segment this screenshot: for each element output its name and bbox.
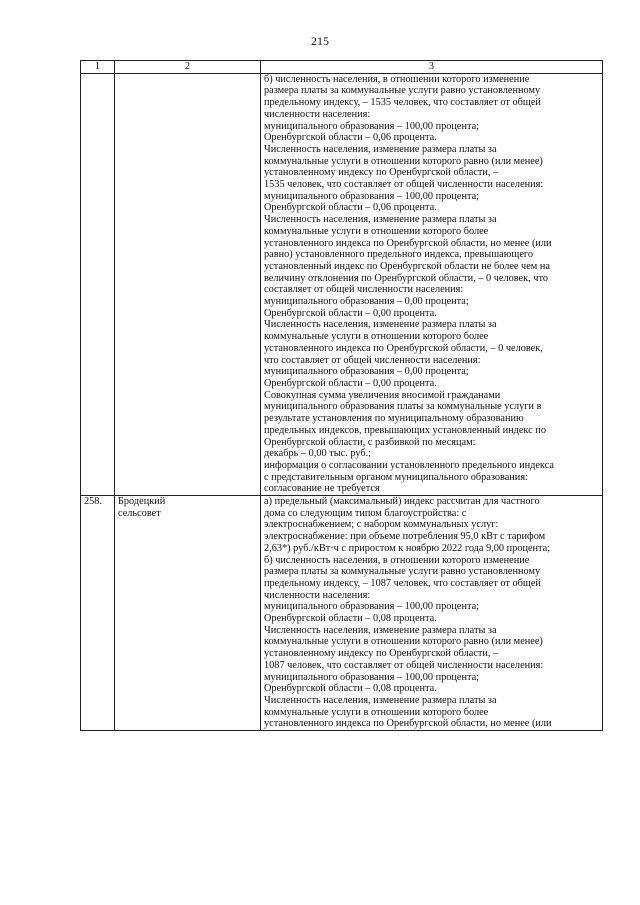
text-line: коммунальные услуги в отношении которого более <box>264 331 489 343</box>
text-line: Оренбургской области – 0,06 процента. <box>264 202 437 214</box>
text-line: с представительным органом муниципального образования: <box>264 471 528 483</box>
text-line: муниципального образования – 100,00 процента; <box>264 671 480 683</box>
text-line: дома со следующим типом благоустройства: с <box>264 507 467 519</box>
text-line: б) численность населения, в отношении которого изменение <box>264 554 530 566</box>
table-header-row <box>81 61 603 74</box>
text-line: Оренбургской области – 0,00 процента. <box>264 307 437 319</box>
text-line: Численность населения, изменение размера платы за <box>264 143 497 155</box>
text-line: 1535 человек, что составляет от общей численности населения: <box>264 179 544 191</box>
row-number-cell: 258. <box>81 496 115 731</box>
text-line: размера платы за коммунальные услуги равно установленному <box>264 566 541 578</box>
page-number: 215 <box>311 34 329 48</box>
text-line: установленного индекса по Оренбургской области, – 0 человек, <box>264 342 543 354</box>
text-line: Численность населения, изменение размера платы за <box>264 214 497 226</box>
text-line: установленному индексу по Оренбургской области, – <box>264 167 499 179</box>
text-line: муниципального образования – 100,00 процента; <box>264 120 480 132</box>
document-table <box>80 60 603 731</box>
text-line: Численность населения, изменение размера платы за <box>264 694 497 706</box>
text-line: электроснабжение: при объеме потребления 95,0 кВт с тарифом <box>264 531 546 543</box>
text-line: составляет от общей численности населения: <box>264 284 464 296</box>
municipality-name-cell: Бродецкий сельсовет <box>115 496 261 731</box>
text-line: предельному индексу, – 1087 человек, что составляет от общей <box>264 577 541 589</box>
table-row-continued <box>81 73 603 495</box>
text-line: муниципального образования – 100,00 процента; <box>264 601 480 613</box>
text-line: Оренбургской области – 0,08 процента. <box>264 683 437 695</box>
text-line: коммунальные услуги в отношении которого равно (или менее) <box>264 636 543 648</box>
column-header-2: 2 <box>115 61 261 74</box>
column-header-1: 1 <box>81 61 115 74</box>
text-line: 1087 человек, что составляет от общей численности населения: <box>264 659 544 671</box>
text-line: Оренбургской области – 0,08 процента. <box>264 613 437 625</box>
text-line: электроснабжением; с набором коммунальных услуг: <box>264 519 499 531</box>
text-line: б) численность населения, в отношении которого изменение <box>264 73 530 85</box>
text-line: величину отклонения по Оренбургской области, – 0 человек, что <box>264 272 548 284</box>
text-line: муниципального образования – 0,00 процента; <box>264 296 469 308</box>
text-line: коммунальные услуги в отношении которого более <box>264 706 489 718</box>
text-line: результате установления по муниципальному образованию <box>264 413 524 425</box>
text-line: муниципального образования – 0,00 процента; <box>264 366 469 378</box>
text-line: установленного индекса по Оренбургской области, но менее (или <box>264 718 552 730</box>
text-line: согласование не требуется <box>264 483 380 495</box>
text-line: размера платы за коммунальные услуги равно установленному <box>264 85 541 97</box>
text-line: коммунальные услуги в отношении которого равно (или менее) <box>264 155 543 167</box>
text-line: численности населения: <box>264 108 371 120</box>
text-line: Численность населения, изменение размера платы за <box>264 319 497 331</box>
text-line: установленный индекс по Оренбургской области не более чем на <box>264 260 550 272</box>
indicator-text-cell <box>261 496 603 731</box>
column-header-3: 3 <box>261 61 603 74</box>
text-line: коммунальные услуги в отношении которого более <box>264 225 489 237</box>
indicator-text-cell <box>261 73 603 495</box>
text-line: муниципального образования – 100,00 процента; <box>264 190 480 202</box>
text-line: Оренбургской области – 0,06 процента. <box>264 132 437 144</box>
municipality-name-cell <box>115 73 261 495</box>
row-number-cell <box>81 73 115 495</box>
text-line: установленного индекса по Оренбургской области, но менее (или <box>264 237 552 249</box>
text-line: что составляет от общей численности населения: <box>264 354 481 366</box>
text-line: предельному индексу, – 1535 человек, что составляет от общей <box>264 97 541 109</box>
text-line: численности населения: <box>264 589 371 601</box>
text-line: декабрь – 0,00 тыс. руб.; <box>264 448 372 460</box>
text-line: Численность населения, изменение размера платы за <box>264 624 497 636</box>
text-line: Совокупная сумма увеличения вносимой гражданами <box>264 389 501 401</box>
text-line: Оренбургской области – 0,00 процента. <box>264 377 437 389</box>
text-line: равно) установленного предельного индекса, превышающего <box>264 249 534 261</box>
table-row-258 <box>81 496 603 731</box>
text-line: а) предельный (максимальный) индекс рассчитан для частного <box>264 496 540 508</box>
text-line: установленному индексу по Оренбургской области, – <box>264 648 499 660</box>
text-line: информация о согласовании установленного предельного индекса <box>264 459 554 471</box>
text-line: 2,63*) руб./кВт·ч с приростом к ноябрю 2022 года 9,00 процента; <box>264 542 551 554</box>
text-line: муниципального образования платы за коммунальные услуги в <box>264 401 542 413</box>
text-line: Оренбургской области, с разбивкой по месяцам: <box>264 436 476 448</box>
text-line: предельных индексов, превышающих установленный индекс по <box>264 424 546 436</box>
